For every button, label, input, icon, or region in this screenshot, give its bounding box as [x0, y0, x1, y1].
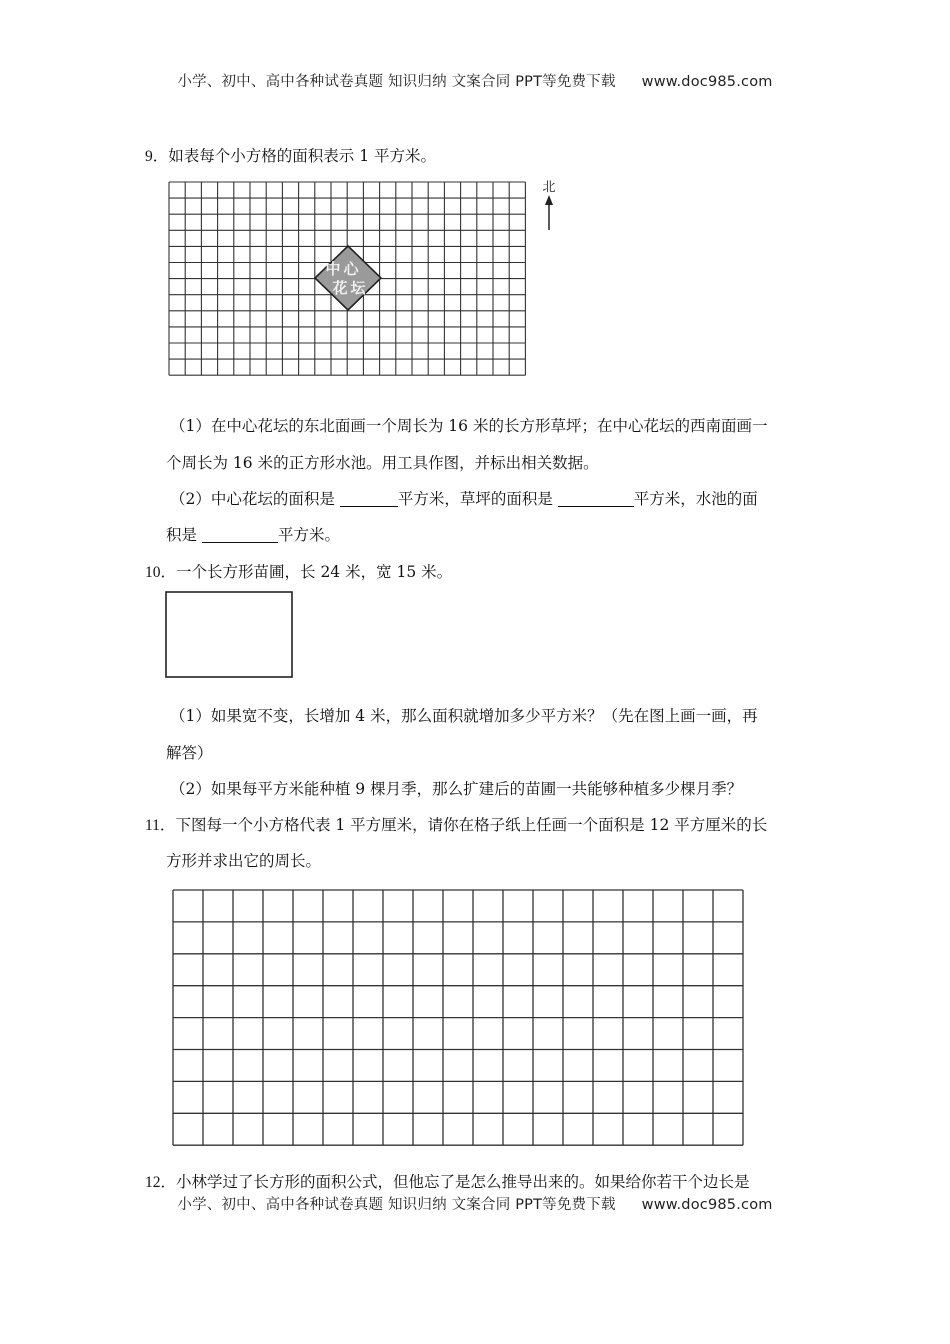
q11-line1 — [145, 815, 767, 836]
q9-part2-c: 平方米，水池的面 — [633, 490, 758, 508]
page-footer — [0, 1193, 950, 1214]
q9-blank-pool-area[interactable] — [202, 526, 278, 543]
q9-garden-char-3: 花 — [332, 279, 348, 297]
q9-part1-line1: （1）在中心花坛的东北面画一个周长为 16 米的长方形草坪；在中心花坛的西南面画一 — [170, 417, 768, 435]
north-label: 北 — [542, 180, 556, 195]
q9-stem-text: 如表每个小方格的面积表示 1 平方米。 — [168, 147, 436, 165]
q11-line1-text: 下图每一个小方格代表 1 平方厘米，请你在格子纸上任画一个面积是 12 平方厘米的长 — [175, 816, 768, 834]
q9-garden-char-4: 坛 — [350, 279, 366, 297]
q12-number: 12． — [145, 1174, 177, 1191]
q9-blank-flowerbed-area[interactable] — [340, 490, 398, 507]
q9-blank-lawn-area[interactable] — [558, 490, 634, 507]
header-text: 小学、初中、高中各种试卷真题 知识归纳 文案合同 PPT等免费下载 — [177, 74, 616, 90]
q9-part2-d: 积是 — [166, 526, 198, 544]
q10-part1-line1: （1）如果宽不变，长增加 4 米，那么面积就增加多少平方米？（先在图上画一画，再 — [170, 707, 758, 725]
q10-stem — [145, 562, 452, 583]
north-arrowhead-icon — [545, 195, 553, 205]
footer-url[interactable]: www.doc985.com — [641, 1197, 773, 1213]
q9-part2-e: 平方米。 — [277, 526, 340, 544]
q11-grid — [173, 890, 743, 1145]
q10-nursery-rectangle — [166, 592, 292, 677]
q9-number: 9． — [145, 148, 169, 165]
q10-part1-line2: 解答） — [166, 744, 213, 762]
q10-part2: （2）如果每平方米能种植 9 棵月季，那么扩建后的苗圃一共能够种植多少棵月季？ — [170, 780, 743, 798]
q9-part2-b: 平方米，草坪的面积是 — [397, 490, 553, 508]
q9-garden-char-2: 心 — [343, 260, 359, 278]
q11-line2: 方形并求出它的周长。 — [166, 852, 322, 870]
q9-part2-a: （2）中心花坛的面积是 — [170, 490, 335, 508]
footer-text: 小学、初中、高中各种试卷真题 知识归纳 文案合同 PPT等免费下载 — [177, 1197, 616, 1213]
q10-stem-text: 一个长方形苗圃，长 24 米，宽 15 米。 — [176, 563, 453, 581]
q9-part2-line2 — [166, 525, 340, 545]
q10-number: 10． — [145, 564, 177, 581]
q9-part1-line2: 个周长为 16 米的正方形水池。用工具作图，并标出相关数据。 — [166, 454, 599, 472]
q9-center-flowerbed — [315, 246, 381, 310]
q12-line1-text: 小林学过了长方形的面积公式，但他忘了是怎么推导出来的。如果给你若干个边长是 — [176, 1173, 750, 1191]
q9-part2-line1 — [170, 489, 758, 509]
q9-garden-char-1: 中 — [325, 260, 341, 278]
header-url[interactable]: www.doc985.com — [641, 74, 773, 90]
q12-line1 — [145, 1172, 750, 1193]
q11-number: 11． — [145, 817, 176, 834]
